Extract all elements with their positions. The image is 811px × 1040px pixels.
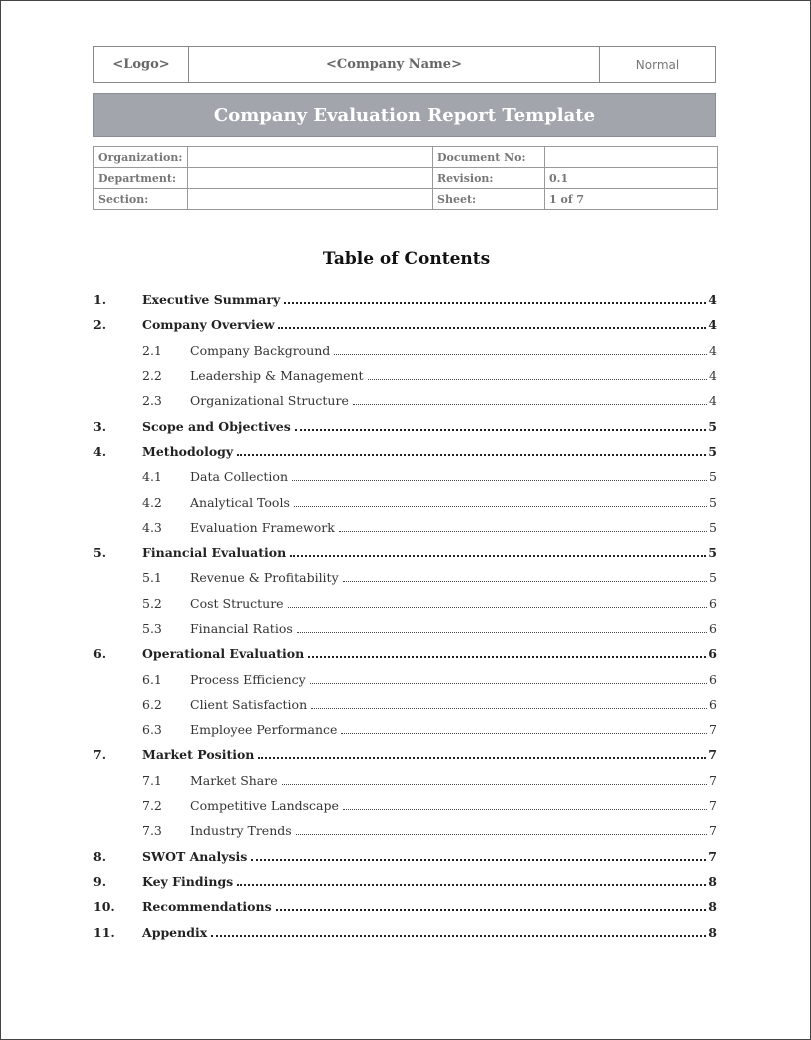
toc-entry[interactable] bbox=[93, 413, 717, 438]
toc-entry[interactable] bbox=[93, 894, 717, 919]
document-status: Normal bbox=[635, 57, 680, 72]
toc-entry-number: 6.1 bbox=[142, 671, 162, 687]
toc-entry-line bbox=[190, 672, 717, 687]
toc-dot-leader bbox=[292, 479, 707, 481]
toc-entry-number: 6.3 bbox=[142, 722, 162, 738]
toc-entry[interactable] bbox=[93, 489, 717, 514]
toc-entry-number: 4.2 bbox=[142, 494, 162, 510]
toc-entry-title: Appendix bbox=[142, 924, 208, 940]
toc-entry-page: 7 bbox=[709, 823, 717, 839]
toc-entry-title: Evaluation Framework bbox=[190, 519, 335, 535]
toc-entry-title: Industry Trends bbox=[190, 823, 292, 839]
toc-entry-line bbox=[190, 722, 717, 737]
toc-entry-title: Financial Ratios bbox=[190, 621, 293, 636]
toc-dot-leader bbox=[297, 631, 707, 633]
toc-entry[interactable] bbox=[93, 666, 717, 691]
toc-entry[interactable] bbox=[93, 919, 717, 944]
toc-entry-number: 7.1 bbox=[142, 772, 162, 788]
toc-entry-line bbox=[142, 747, 717, 762]
table-of-contents bbox=[93, 287, 717, 945]
toc-entry-page: 6 bbox=[709, 696, 717, 712]
toc-dot-leader bbox=[343, 808, 707, 810]
toc-entry-page: 7 bbox=[708, 747, 717, 763]
toc-entry-page: 8 bbox=[708, 899, 717, 915]
toc-entry-title: Scope and Objectives bbox=[142, 418, 291, 434]
toc-dot-leader bbox=[276, 908, 707, 911]
toc-entry-line bbox=[190, 495, 717, 510]
toc-entry-number: 5.1 bbox=[142, 570, 162, 586]
toc-entry-number: 4.3 bbox=[142, 519, 162, 535]
toc-entry-number: 5.2 bbox=[142, 595, 162, 611]
toc-entry-line bbox=[190, 368, 717, 383]
toc-entry-title: Employee Performance bbox=[190, 722, 338, 738]
toc-entry-line bbox=[142, 292, 717, 307]
toc-entry[interactable] bbox=[93, 869, 717, 894]
toc-entry-page: 6 bbox=[709, 671, 717, 687]
toc-entry-line bbox=[190, 621, 717, 636]
toc-entry-title: Methodology bbox=[142, 443, 234, 459]
toc-dot-leader bbox=[278, 326, 706, 329]
toc-dot-leader bbox=[341, 732, 707, 734]
toc-entry-line bbox=[142, 874, 717, 889]
toc-entry-page: 4 bbox=[708, 317, 717, 333]
toc-entry[interactable] bbox=[93, 768, 717, 793]
toc-entry-number: 4.1 bbox=[142, 469, 162, 485]
toc-entry[interactable] bbox=[93, 540, 717, 565]
toc-entry-title: Data Collection bbox=[190, 469, 289, 485]
toc-entry-title: Organizational Structure bbox=[190, 393, 349, 409]
toc-entry[interactable] bbox=[93, 565, 717, 590]
toc-dot-leader bbox=[282, 783, 707, 785]
toc-entry[interactable] bbox=[93, 388, 717, 413]
toc-dot-leader bbox=[237, 453, 706, 456]
company-name-placeholder: <Company Name> bbox=[189, 47, 600, 82]
toc-entry-line bbox=[190, 343, 717, 358]
toc-entry-line bbox=[190, 773, 717, 788]
toc-entry-page: 5 bbox=[709, 469, 717, 485]
toc-entry[interactable] bbox=[93, 464, 717, 489]
department-label: Department: bbox=[94, 168, 188, 189]
sheet-label: Sheet: bbox=[433, 189, 545, 210]
toc-entry-line bbox=[142, 444, 717, 459]
toc-dot-leader bbox=[288, 606, 707, 608]
toc-entry-line bbox=[142, 646, 717, 661]
toc-entry-line bbox=[190, 697, 717, 712]
toc-entry-line bbox=[190, 469, 717, 484]
toc-entry-title: Leadership & Management bbox=[190, 368, 364, 384]
toc-entry-number: 2. bbox=[93, 317, 107, 333]
toc-entry-number: 6.2 bbox=[142, 696, 162, 712]
toc-entry-title: Executive Summary bbox=[142, 292, 281, 308]
toc-dot-leader bbox=[237, 883, 706, 886]
toc-entry-title: Market Position bbox=[142, 747, 255, 763]
toc-entry-page: 7 bbox=[709, 772, 717, 788]
toc-dot-leader bbox=[251, 858, 706, 861]
toc-entry-title: Recommendations bbox=[142, 899, 272, 915]
toc-entry-page: 5 bbox=[709, 519, 717, 535]
toc-entry[interactable] bbox=[93, 616, 717, 641]
toc-entry-number: 3. bbox=[93, 418, 107, 434]
toc-entry[interactable] bbox=[93, 818, 717, 843]
toc-entry-line bbox=[190, 520, 717, 535]
toc-entry-line bbox=[190, 596, 717, 611]
toc-entry-title: Company Background bbox=[190, 342, 331, 358]
toc-dot-leader bbox=[353, 403, 707, 405]
toc-entry-number: 2.1 bbox=[142, 342, 162, 358]
toc-entry-page: 5 bbox=[709, 494, 717, 510]
toc-entry-number: 4. bbox=[93, 443, 107, 459]
toc-entry[interactable] bbox=[93, 844, 717, 869]
toc-entry[interactable] bbox=[93, 312, 717, 337]
document-no-value bbox=[545, 147, 718, 168]
toc-dot-leader bbox=[295, 428, 707, 431]
toc-entry[interactable] bbox=[93, 717, 717, 742]
sheet-value: 1 of 7 bbox=[545, 189, 718, 210]
toc-entry-line bbox=[142, 899, 717, 914]
toc-dot-leader bbox=[296, 833, 707, 835]
toc-entry[interactable] bbox=[93, 338, 717, 363]
toc-dot-leader bbox=[339, 530, 707, 532]
toc-entry-title: Process Efficiency bbox=[190, 671, 306, 687]
section-value bbox=[188, 189, 433, 210]
toc-entry[interactable] bbox=[93, 692, 717, 717]
toc-entry-number: 5. bbox=[93, 545, 107, 561]
toc-entry-number: 10. bbox=[93, 899, 115, 915]
toc-dot-leader bbox=[334, 353, 707, 355]
toc-entry-page: 6 bbox=[708, 646, 717, 662]
info-row bbox=[94, 147, 718, 168]
toc-entry-page: 6 bbox=[709, 595, 717, 611]
info-row bbox=[94, 189, 718, 210]
toc-entry-line bbox=[142, 317, 717, 332]
department-value bbox=[188, 168, 433, 189]
toc-entry-number: 7.3 bbox=[142, 823, 162, 839]
toc-entry-number: 2.3 bbox=[142, 393, 162, 409]
toc-entry[interactable] bbox=[93, 515, 717, 540]
toc-entry-number: 5.3 bbox=[142, 621, 162, 636]
toc-entry-title: Cost Structure bbox=[190, 595, 284, 611]
document-title: Company Evaluation Report Template bbox=[93, 93, 716, 137]
toc-entry-line bbox=[142, 925, 717, 940]
toc-entry-page: 7 bbox=[708, 848, 717, 864]
toc-dot-leader bbox=[294, 505, 707, 507]
toc-entry-page: 4 bbox=[708, 292, 717, 308]
toc-dot-leader bbox=[258, 756, 706, 759]
toc-entry-title: SWOT Analysis bbox=[142, 848, 248, 864]
toc-entry-title: Market Share bbox=[190, 772, 278, 788]
toc-entry-line bbox=[190, 798, 717, 813]
toc-entry-number: 7. bbox=[93, 747, 107, 763]
toc-entry[interactable] bbox=[93, 439, 717, 464]
toc-entry-number: 1. bbox=[93, 292, 107, 308]
toc-dot-leader bbox=[290, 554, 706, 557]
revision-label: Revision: bbox=[433, 168, 545, 189]
toc-entry-page: 8 bbox=[708, 873, 717, 889]
toc-entry-title: Company Overview bbox=[142, 317, 275, 333]
toc-entry-number: 8. bbox=[93, 848, 107, 864]
toc-entry-title: Client Satisfaction bbox=[190, 696, 308, 712]
toc-dot-leader bbox=[211, 934, 706, 937]
toc-entry-number: 2.2 bbox=[142, 368, 162, 384]
toc-entry[interactable] bbox=[93, 641, 717, 666]
toc-entry[interactable] bbox=[93, 363, 717, 388]
toc-entry[interactable] bbox=[93, 793, 717, 818]
toc-entry-page: 4 bbox=[709, 368, 717, 384]
toc-entry-title: Competitive Landscape bbox=[190, 798, 339, 814]
toc-entry-page: 6 bbox=[709, 621, 717, 636]
document-no-label: Document No: bbox=[433, 147, 545, 168]
toc-entry-page: 5 bbox=[708, 443, 717, 459]
toc-entry-page: 4 bbox=[709, 342, 717, 358]
document-info-table bbox=[93, 146, 718, 210]
organization-value bbox=[188, 147, 433, 168]
toc-entry-title: Revenue & Profitability bbox=[190, 570, 339, 586]
toc-dot-leader bbox=[310, 682, 707, 684]
toc-entry-number: 11. bbox=[93, 924, 115, 940]
toc-entry-line bbox=[142, 419, 717, 434]
toc-dot-leader bbox=[368, 378, 708, 380]
toc-entry-title: Analytical Tools bbox=[190, 494, 290, 510]
toc-entry-page: 8 bbox=[708, 924, 717, 940]
toc-entry-page: 5 bbox=[709, 570, 717, 586]
toc-entry-title: Financial Evaluation bbox=[142, 545, 287, 561]
info-row bbox=[94, 168, 718, 189]
toc-entry-number: 9. bbox=[93, 873, 107, 889]
toc-entry[interactable] bbox=[93, 591, 717, 616]
toc-entry[interactable] bbox=[93, 742, 717, 767]
toc-dot-leader bbox=[311, 707, 707, 709]
toc-entry-line bbox=[190, 570, 717, 585]
toc-entry-line bbox=[190, 823, 717, 838]
organization-label: Organization: bbox=[94, 147, 188, 168]
revision-value: 0.1 bbox=[545, 168, 718, 189]
toc-dot-leader bbox=[308, 655, 706, 658]
toc-entry-line bbox=[142, 545, 717, 560]
toc-dot-leader bbox=[284, 301, 706, 304]
toc-entry[interactable] bbox=[93, 287, 717, 312]
toc-entry-page: 5 bbox=[708, 418, 717, 434]
toc-dot-leader bbox=[343, 580, 707, 582]
logo-placeholder: <Logo> bbox=[94, 47, 189, 82]
toc-entry-number: 7.2 bbox=[142, 798, 162, 814]
toc-entry-page: 5 bbox=[708, 545, 717, 561]
section-label: Section: bbox=[94, 189, 188, 210]
toc-entry-page: 7 bbox=[709, 798, 717, 814]
toc-entry-page: 7 bbox=[709, 722, 717, 738]
toc-entry-title: Key Findings bbox=[142, 873, 234, 889]
toc-entry-number: 6. bbox=[93, 646, 107, 662]
toc-entry-page: 4 bbox=[709, 393, 717, 409]
toc-entry-line bbox=[142, 849, 717, 864]
toc-entry-title: Operational Evaluation bbox=[142, 646, 305, 662]
toc-entry-line bbox=[190, 393, 717, 408]
toc-title: Table of Contents bbox=[322, 249, 491, 269]
document-header bbox=[93, 46, 716, 83]
